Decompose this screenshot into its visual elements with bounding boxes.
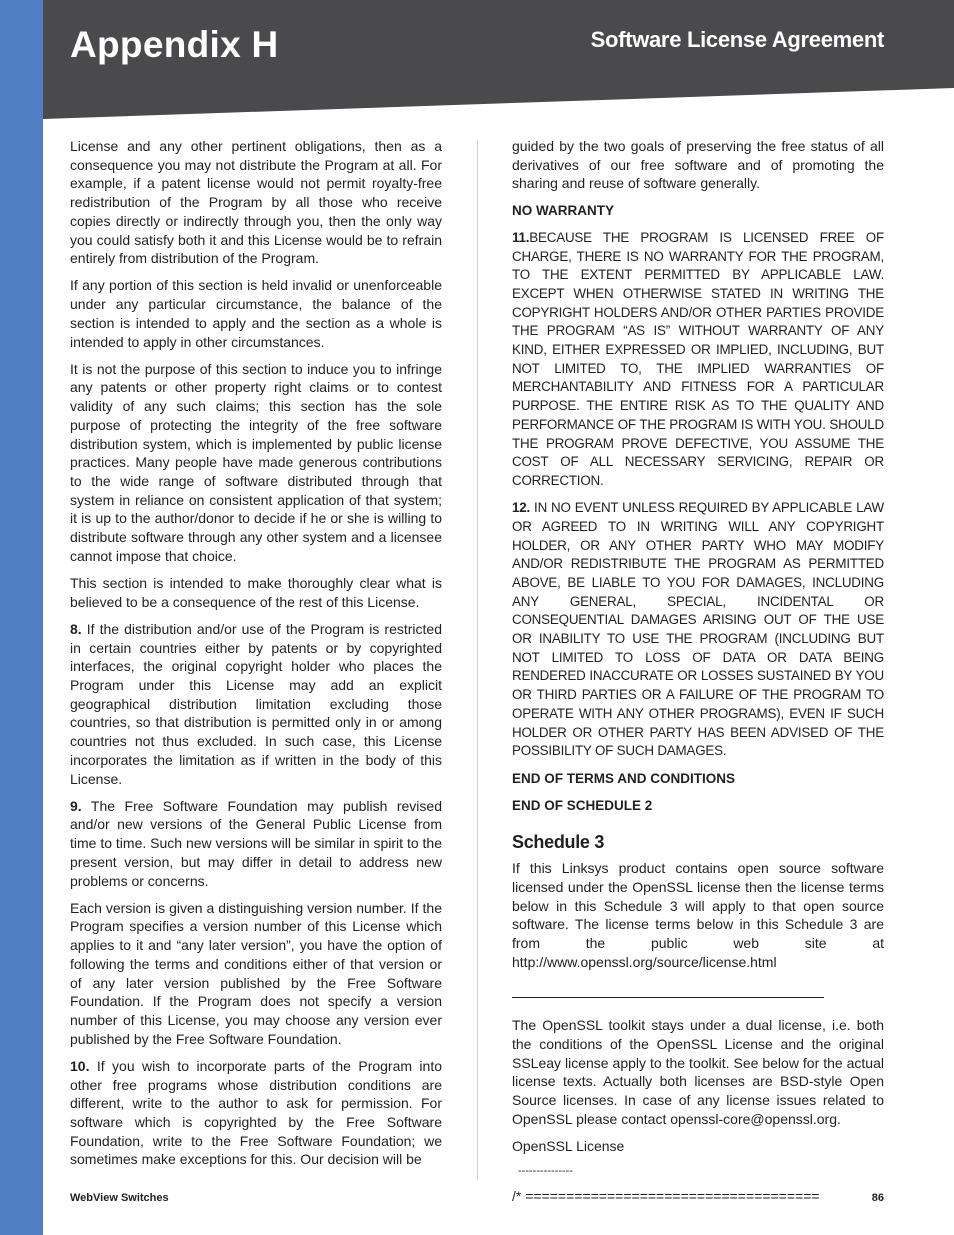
paragraph: It is not the purpose of this section to induce you to infringe any patents or other property right claims or to contest validity of any such claims; this section has the sole purpose of protecting the integrity of the free software distribution system, which is implemented by public license practices. Many people have made generous contributions to the wide range of software distributed through that system in reliance on consistent application of that system; it is up to the author/donor to decide if he or she is willing to distribute software through any other system and a licensee cannot impose that choice. — [70, 360, 442, 564]
paragraph-text: BECAUSE THE PROGRAM IS LICENSED FREE OF CHARGE, THERE IS NO WARRANTY FOR THE PROGRAM, TO THE EXTENT PERMITTED BY APPLICABLE LAW. EXCEPT WHEN OTHERWISE STATED IN WRITING THE COPYRIGHT HOLDERS AND/OR OTHER PARTIES PROVIDE THE PROGRAM “AS IS” WITHOUT WARRANTY OF ANY KIND, EITHER EXPRESSED OR IMPLIED, INCLUDING, BUT NOT LIMITED TO, THE IMPLIED WARRANTIES OF MERCHANTABILITY AND FITNESS FOR A PARTICULAR PURPOSE. THE ENTIRE RISK AS TO THE QUALITY AND PERFORMANCE OF THE PROGRAM IS WITH YOU. SHOULD THE PROGRAM PROVE DEFECTIVE, YOU ASSUME THE COST OF ALL NECESSARY SERVICING, REPAIR OR CORRECTION. — [512, 229, 884, 488]
left-column — [70, 137, 442, 1178]
appendix-title: Appendix H — [70, 24, 279, 65]
paragraph: This section is intended to make thoroughly clear what is believed to be a consequence of the rest of this License. — [70, 574, 442, 610]
paragraph: License and any other pertinent obligations, then as a consequence you may not distribute the Program at all. For example, if a patent license would not permit royalty-free redistribution of the Program by all those who receive copies directly or indirectly through you, then the only way you could satisfy both it and this License would be to refrain entirely from distribution of the Program. — [70, 138, 442, 267]
paragraph — [70, 620, 442, 788]
paragraph-text: If you wish to incorporate parts of the Program into other free programs whose distribution conditions are different, write to the author to ask for permission. For software which is copyrighted by the Free Software Foundation, write to the Free Software Foundation; we sometimes make exceptions for this. Our decision will be — [70, 1057, 443, 1168]
paragraph-text: If the distribution and/or use of the Program is restricted in certain countries either by patents or by copyrighted interfaces, the original copyright holder who places the Program under this License may add an explicit geographical distribution limitation excluding those countries, so that distribution is permitted only in or among countries not thus excluded. In such case, this License incorporates the limitation as if written in the body of this License. — [70, 620, 442, 787]
equals-line: /* ==================================== — [512, 1188, 820, 1205]
column-divider — [477, 140, 478, 1180]
section-number: 9. — [70, 797, 82, 814]
side-accent-bar — [0, 0, 43, 1235]
end-terms-heading: END OF TERMS AND CONDITIONS — [512, 770, 736, 786]
paragraph-text: IN NO EVENT UNLESS REQUIRED BY APPLICABLE LAW OR AGREED TO IN WRITING WILL ANY COPYRIGHT HOLDER, OR ANY OTHER PARTY WHO MAY MODIFY AND/OR REDISTRIBUTE THE PROGRAM AS PERMITTED ABOVE, BE LIABLE TO YOU FOR DAMAGES, INCLUDING ANY GENERAL, SPECIAL, INCIDENTAL OR CONSEQUENTIAL DAMAGES ARISING OUT OF THE USE OR INABILITY TO USE THE PROGRAM (INCLUDING BUT NOT LIMITED TO LOSS OF DATA OR DATA BEING RENDERED INACCURATE OR LOSSES SUSTAINED BY YOU OR THIRD PARTIES OR A FAILURE OF THE PROGRAM TO OPERATE WITH ANY OTHER PROGRAMS), EVEN IF SUCH HOLDER OR OTHER PARTY HAS BEEN ADVISED OF THE POSSIBILITY OF SUCH DAMAGES. — [512, 500, 884, 759]
footer-product-name: WebView Switches — [70, 1192, 169, 1204]
paragraph-text: The Free Software Foundation may publish revised and/or new versions of the General Public License from time to time. Such new versions will be similar in spirit to the present version, but may differ in detail to address new problems or concerns. — [70, 797, 442, 889]
paragraph: guided by the two goals of preserving the free status of all derivatives of our free software and of promoting the sharing and reuse of software generally. — [512, 138, 884, 192]
no-warranty-heading: NO WARRANTY — [512, 202, 614, 218]
dashes-line: --------------- — [518, 1165, 573, 1178]
paragraph — [512, 229, 884, 491]
right-column — [512, 137, 884, 1206]
section-number: 11. — [512, 229, 530, 245]
section-number: 8. — [70, 620, 82, 637]
paragraph: If this Linksys product contains open source software licensed under the OpenSSL license then the license terms below in this Schedule 3 will apply to that open source software. The license terms below in this Schedule 3 are from the public web site at http://www.openssl.org/source/license.html — [512, 860, 884, 970]
paragraph: The OpenSSL toolkit stays under a dual license, i.e. both the conditions of the OpenSSL License and the original SSLeay license apply to the toolkit. See below for the actual license texts. Actually both licenses are BSD-style Open Source licenses. In case of any license issues related to OpenSSL please contact openssl-core@openssl.org. — [512, 1017, 884, 1127]
paragraph: If any portion of this section is held invalid or unenforceable under any particular circumstance, the balance of the section is intended to apply and the section as a whole is intended to apply in other circumstances. — [70, 277, 442, 350]
footer-page-number: 86 — [871, 1192, 884, 1204]
section-number: 12. — [512, 500, 531, 516]
paragraph — [70, 797, 442, 891]
paragraph: Each version is given a distinguishing version number. If the Program specifies a version number of this License which applies to it and “any later version”, you have the option of following the terms and conditions either of that version or of any later version published by the Free Software Foundation. If the Program does not specify a version number of this License, you may choose any version ever published by the Free Software Foundation. — [70, 899, 442, 1047]
paragraph — [70, 1057, 442, 1169]
openssl-license-label: OpenSSL License — [512, 1138, 625, 1155]
end-schedule-heading: END OF SCHEDULE 2 — [512, 797, 653, 813]
section-title: Software License Agreement — [590, 27, 884, 52]
horizontal-rule — [512, 997, 824, 998]
paragraph — [512, 499, 884, 761]
section-number: 10. — [70, 1057, 90, 1074]
schedule-3-heading: Schedule 3 — [512, 832, 605, 853]
